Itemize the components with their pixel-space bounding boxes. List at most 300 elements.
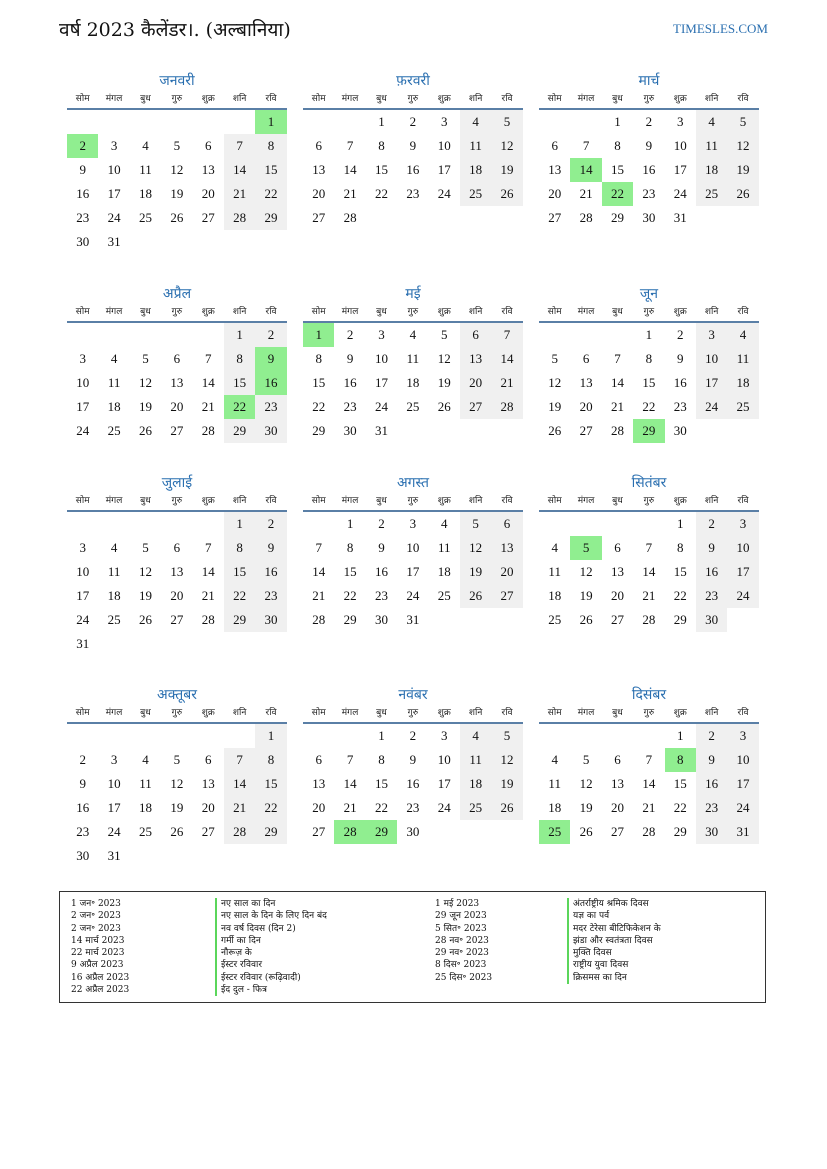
day-cell: 24 [107,210,121,225]
weekday-label: बुध [612,307,623,317]
empty-day-cell [67,512,98,536]
day-cell: 4 [142,138,149,153]
day-cell: 7 [582,138,590,153]
month-calendar [67,283,287,443]
month-name: जनवरी [159,73,195,89]
site-link[interactable]: TIMESLES.COM [673,21,768,36]
day-cell: 23 [255,584,286,608]
day-cell: 21 [312,588,326,603]
day-cell: 29 [255,206,286,230]
day-cell: 8 [378,138,385,153]
weekday-label: मंगल [341,708,359,718]
day-cell: 13 [201,162,215,177]
day-cell: 14 [224,158,255,182]
day-cell: 20 [548,186,562,201]
week-row [303,395,523,419]
month-calendar [303,472,523,632]
weekday-label: सोम [547,307,562,317]
weekday-label: बुध [612,94,623,104]
day-cell: 5 [142,351,149,366]
day-cell: 30 [406,824,420,839]
day-cell: 21 [201,588,215,603]
week-row [539,419,759,443]
holiday-date: 22 मार्च 2023 [71,948,125,959]
empty-day-cell [193,230,224,254]
holiday-date: 14 मार्च 2023 [71,935,125,946]
day-cell: 6 [173,540,181,555]
day-cell: 2 [346,327,354,342]
day-cell: 13 [491,536,522,560]
day-cell: 15 [610,162,624,177]
day-cell: 2 [255,512,286,536]
week-row [303,206,523,230]
week-row [303,419,523,443]
weekday-label: शुक्र [437,708,451,718]
day-cell: 8 [224,347,255,371]
holiday-name: नए साल के दिन के लिए दिन बंद [215,910,327,922]
day-cell: 12 [548,375,562,390]
day-cell: 3 [677,114,684,129]
day-cell: 25 [727,395,758,419]
empty-day-cell [602,724,633,748]
month-name: फ़रवरी [396,73,430,89]
day-cell: 6 [205,752,212,767]
day-cell: 21 [491,371,522,395]
day-cell: 27 [170,612,184,627]
weekday-label: रवि [501,307,513,317]
weekday-label: शनि [704,496,719,506]
day-cell: 20 [460,371,491,395]
day-cell: 26 [491,796,522,820]
day-cell: 19 [548,399,562,414]
weekday-label: शनि [704,307,719,317]
empty-day-cell [460,820,491,844]
day-cell: 18 [548,800,562,815]
weekday-label: सोम [311,708,326,718]
day-cell: 4 [460,724,491,748]
holiday-name: नव वर्ष दिवस (दिन 2) [215,923,327,935]
week-row [67,158,287,182]
empty-day-cell [224,724,255,748]
week-row [539,560,759,584]
day-cell: 14 [201,375,215,390]
day-cell: 12 [437,351,451,366]
empty-day-cell [224,844,255,868]
week-row [539,134,759,158]
holiday-name: नौरूज़ के [215,947,327,959]
weekday-label: रवि [265,307,277,317]
week-row [67,772,287,796]
day-cell: 17 [76,588,90,603]
day-cell: 25 [696,182,727,206]
day-cell: 26 [491,182,522,206]
day-cell: 7 [645,540,653,555]
page-title: वर्ष 2023 कैलेंडर।. (अल्बानिया) [59,19,291,41]
day-cell: 4 [551,752,558,767]
week-row [67,796,287,820]
day-cell: 24 [727,796,758,820]
day-cell: 26 [727,182,758,206]
empty-day-cell [98,323,129,347]
weekday-label: शुक्र [437,94,451,104]
day-cell: 8 [315,351,322,366]
week-row [539,724,759,748]
holiday-date: 16 अप्रैल 2023 [71,972,130,983]
day-cell: 11 [460,748,491,772]
day-cell: 16 [673,375,687,390]
day-cell: 30 [696,608,727,632]
day-cell: 9 [346,351,354,366]
day-cell: 8 [346,540,354,555]
day-cell: 1 [224,323,255,347]
day-cell: 10 [696,347,727,371]
day-cell: 3 [79,351,86,366]
day-cell: 12 [460,536,491,560]
day-cell: 13 [610,564,624,579]
day-cell: 8 [677,540,684,555]
day-cell: 19 [138,588,152,603]
day-cell: 29 [633,419,664,443]
day-cell: 20 [312,186,326,201]
week-row [539,395,759,419]
weekday-label: मंगल [341,94,359,104]
day-cell: 21 [642,588,656,603]
weekday-label: शनि [704,708,719,718]
day-cell: 5 [727,110,758,134]
week-row [303,796,523,820]
weekday-label: बुध [376,94,387,104]
day-cell: 14 [312,564,326,579]
day-cell: 26 [437,399,451,414]
empty-day-cell [130,230,161,254]
day-cell: 15 [255,772,286,796]
day-cell: 18 [727,371,758,395]
weekday-label: शुक्र [201,94,215,104]
weekday-label: गुरु [171,307,183,317]
empty-day-cell [491,419,522,443]
weekday-label: मंगल [577,307,595,317]
weekday-label: मंगल [105,307,123,317]
week-row [539,608,759,632]
empty-day-cell [255,844,286,868]
empty-day-cell [727,206,758,230]
week-row [303,134,523,158]
day-cell: 19 [138,399,152,414]
day-cell: 25 [437,588,451,603]
day-cell: 13 [201,776,215,791]
week-row [539,158,759,182]
weekday-label: मंगल [577,496,595,506]
month-name: नवंबर [398,687,428,703]
weekday-label: मंगल [577,94,595,104]
week-row [67,419,287,443]
day-cell: 1 [303,323,334,347]
day-cell: 6 [315,138,322,153]
day-cell: 31 [76,636,90,651]
day-cell: 18 [107,399,121,414]
holiday-dates-left [71,898,129,996]
month-name: जून [639,286,659,302]
day-cell: 15 [224,560,255,584]
day-cell: 3 [409,516,417,531]
holiday-name: मदर टेरेसा बीटिफिकेशन के [567,923,661,935]
day-cell: 26 [579,824,593,839]
day-cell: 12 [727,134,758,158]
month-name: मार्च [638,73,660,89]
day-cell: 7 [205,540,212,555]
empty-day-cell [460,206,491,230]
day-cell: 21 [201,399,215,414]
empty-day-cell [334,724,365,748]
week-row [67,395,287,419]
day-cell: 6 [173,351,181,366]
day-cell: 18 [406,375,420,390]
week-row [539,347,759,371]
day-cell: 22 [224,395,255,419]
weekday-header [303,706,523,724]
day-cell: 4 [110,540,118,555]
day-cell: 21 [610,399,624,414]
week-row [67,323,287,347]
day-cell: 16 [255,560,286,584]
empty-day-cell [67,724,98,748]
weekday-label: सोम [311,94,326,104]
weekday-header [67,92,287,110]
day-cell: 1 [645,327,653,342]
weekday-label: शनि [468,94,483,104]
day-cell: 8 [255,748,286,772]
day-cell: 27 [312,210,326,225]
day-cell: 12 [491,134,522,158]
day-cell: 15 [673,564,687,579]
day-cell: 21 [343,800,357,815]
holiday-names-right [567,898,661,984]
day-cell: 11 [548,776,561,791]
day-cell: 7 [205,351,212,366]
empty-day-cell [193,323,224,347]
day-cell: 24 [374,399,388,414]
day-cell: 18 [460,158,491,182]
month-name: अप्रैल [162,286,192,302]
day-cell: 7 [614,351,621,366]
day-cell: 17 [673,162,687,177]
holiday-date: 1 मई 2023 [435,899,480,909]
month-name: अक्तूबर [157,687,197,703]
day-cell: 9 [255,536,286,560]
weekday-label: सोम [547,708,562,718]
weekday-label: सोम [311,307,326,317]
day-cell: 6 [614,540,621,555]
day-cell: 29 [224,608,255,632]
day-cell: 2 [79,752,86,767]
weekday-label: बुध [140,708,151,718]
day-cell: 1 [255,724,286,748]
week-row [67,134,287,158]
day-cell: 16 [406,776,420,791]
week-row [539,748,759,772]
day-cell: 29 [312,423,326,438]
day-cell: 31 [673,210,687,225]
empty-day-cell [460,608,491,632]
day-cell: 19 [491,772,522,796]
empty-day-cell [570,323,601,347]
week-row [539,371,759,395]
day-cell: 22 [374,186,388,201]
day-cell: 6 [205,138,212,153]
day-cell: 11 [548,564,561,579]
day-cell: 5 [173,752,181,767]
empty-day-cell [193,844,224,868]
day-cell: 26 [460,584,491,608]
day-cell: 23 [76,824,90,839]
holiday-name: यज्ञ का पर्व [567,910,661,922]
holiday-name: ईद दुल - फित्र [215,984,327,996]
day-cell: 30 [696,820,727,844]
weekday-label: शनि [232,496,247,506]
day-cell: 19 [437,375,451,390]
day-cell: 27 [201,824,215,839]
holiday-name: ईस्टर रविवार (रूढ़िवादी) [215,972,327,984]
empty-day-cell [303,110,334,134]
empty-day-cell [67,323,98,347]
day-cell: 2 [696,724,727,748]
day-cell: 15 [374,162,388,177]
day-cell: 25 [406,399,420,414]
day-cell: 15 [343,564,357,579]
day-cell: 29 [610,210,624,225]
day-cell: 14 [610,375,624,390]
empty-day-cell [696,419,727,443]
month-calendar [303,684,523,844]
week-row [303,584,523,608]
day-cell: 20 [579,399,593,414]
holiday-date: 2 जन॰ 2023 [71,923,121,934]
day-cell: 30 [255,608,286,632]
day-cell: 27 [491,584,522,608]
day-cell: 25 [107,612,121,627]
day-cell: 5 [441,327,448,342]
day-cell: 22 [374,800,388,815]
day-cell: 8 [645,351,653,366]
day-cell: 8 [665,748,696,772]
empty-day-cell [570,724,601,748]
day-cell: 13 [170,375,184,390]
weekday-label: शुक्र [673,94,687,104]
weekday-label: मंगल [105,496,123,506]
day-cell: 2 [255,323,286,347]
day-cell: 16 [343,375,357,390]
empty-day-cell [130,512,161,536]
weekday-label: गुरु [171,496,183,506]
day-cell: 25 [107,423,121,438]
empty-day-cell [602,323,633,347]
day-cell: 17 [727,560,758,584]
day-cell: 10 [107,162,121,177]
day-cell: 11 [460,134,491,158]
week-row [303,323,523,347]
weekday-label: शनि [468,708,483,718]
day-cell: 28 [642,612,656,627]
weekday-label: शनि [468,496,483,506]
week-row [539,512,759,536]
weekday-label: शनि [704,94,719,104]
day-cell: 27 [312,824,326,839]
holiday-date: 8 दिस॰ 2023 [435,960,487,971]
day-cell: 10 [437,138,451,153]
empty-day-cell [98,632,129,656]
day-cell: 30 [343,423,357,438]
day-cell: 29 [366,820,397,844]
month-calendar [303,70,523,230]
holiday-name: क्रिसमस का दिन [567,972,661,984]
day-cell: 25 [539,820,570,844]
day-cell: 16 [642,162,656,177]
weekday-label: बुध [376,496,387,506]
day-cell: 13 [548,162,562,177]
day-cell: 26 [170,824,184,839]
day-cell: 12 [138,375,152,390]
weekday-header [539,305,759,323]
day-cell: 4 [551,540,558,555]
day-cell: 23 [696,796,727,820]
week-row [303,608,523,632]
day-cell: 31 [727,820,758,844]
week-row [303,724,523,748]
day-cell: 5 [142,540,149,555]
week-row [67,347,287,371]
day-cell: 15 [224,371,255,395]
empty-day-cell [303,512,334,536]
weekday-header [67,305,287,323]
day-cell: 27 [460,395,491,419]
empty-day-cell [491,206,522,230]
holiday-name: झंडा और स्वतंत्रता दिवस [567,935,661,947]
day-cell: 22 [343,588,357,603]
day-cell: 17 [107,800,121,815]
day-cell: 17 [727,772,758,796]
empty-day-cell [224,632,255,656]
weekday-label: रवि [265,94,277,104]
day-cell: 10 [76,375,90,390]
empty-day-cell [193,512,224,536]
empty-day-cell [98,110,129,134]
empty-day-cell [161,230,192,254]
day-cell: 5 [551,351,558,366]
day-cell: 1 [378,728,385,743]
day-cell: 24 [406,588,420,603]
day-cell: 12 [170,776,184,791]
week-row [539,110,759,134]
day-cell: 23 [406,186,420,201]
holiday-name: मुक्ति दिवस [567,947,661,959]
weekday-label: बुध [376,307,387,317]
day-cell: 14 [491,347,522,371]
day-cell: 29 [673,612,687,627]
weekday-label: शुक्र [201,708,215,718]
weekday-label: शुक्र [437,307,451,317]
empty-day-cell [161,724,192,748]
day-cell: 29 [343,612,357,627]
empty-day-cell [727,608,758,632]
day-cell: 8 [378,752,385,767]
empty-day-cell [255,632,286,656]
day-cell: 21 [343,186,357,201]
day-cell: 4 [441,516,448,531]
day-cell: 19 [579,588,593,603]
weekday-label: रवि [501,94,513,104]
day-cell: 15 [312,375,326,390]
day-cell: 20 [312,800,326,815]
